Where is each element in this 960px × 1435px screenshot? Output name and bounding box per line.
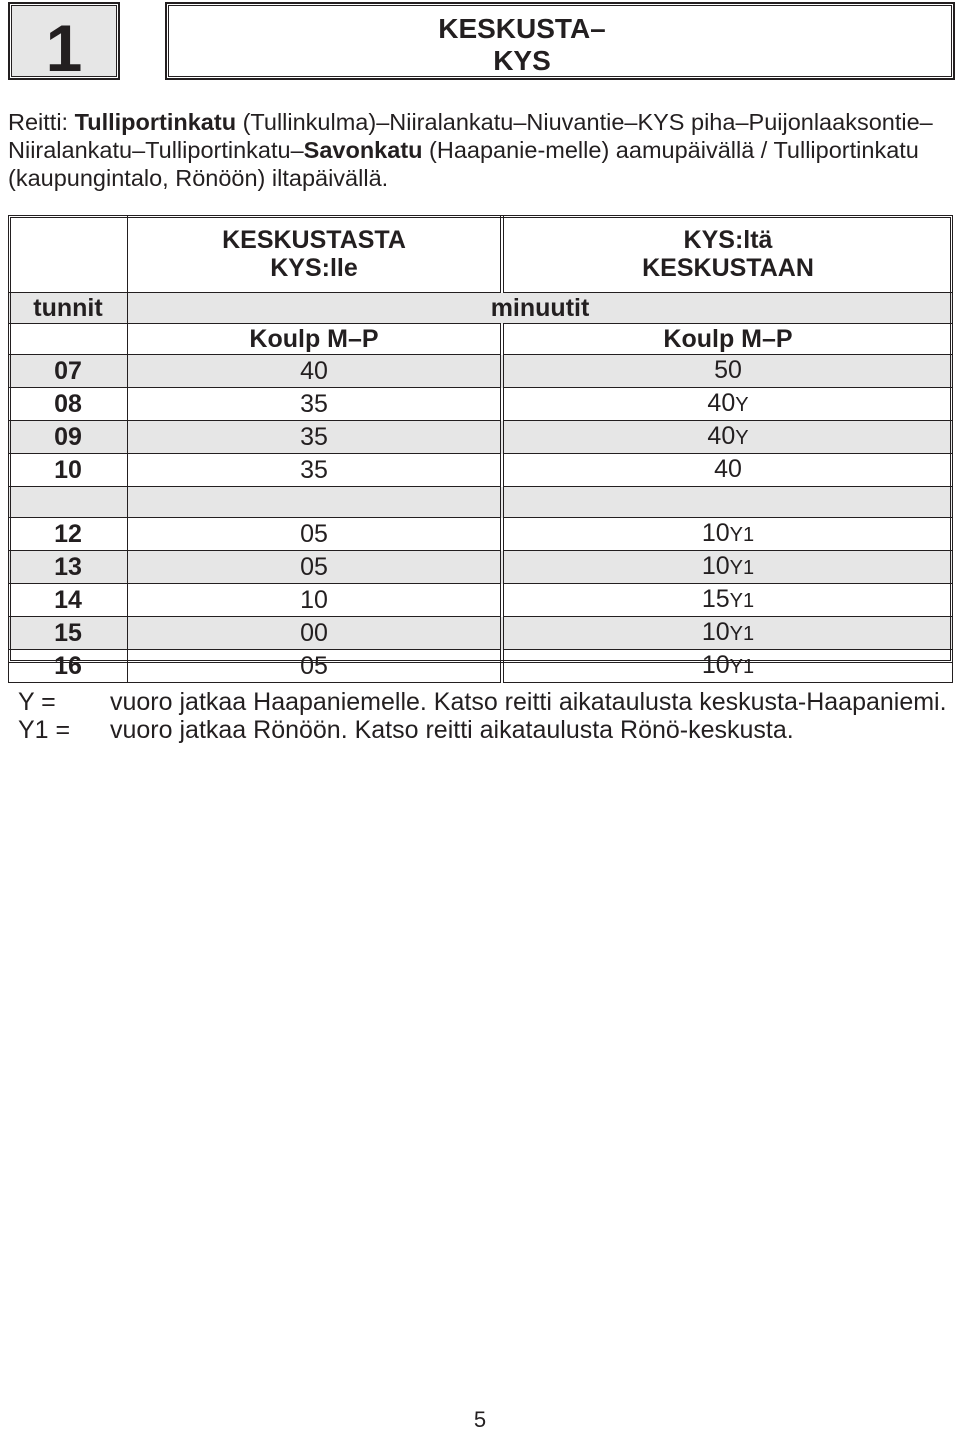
route-title — [372, 13, 672, 77]
route-number: 1 — [45, 11, 83, 85]
timetable-row — [9, 421, 953, 454]
timetable — [8, 215, 953, 683]
minutes-to-kys-cell: 05 — [128, 551, 503, 584]
minute-value: 10 — [701, 552, 730, 580]
minutes-to-kys-cell: 40 — [128, 355, 503, 388]
minute-value: 40 — [714, 455, 742, 483]
hour-cell: 16 — [9, 650, 128, 683]
days-row — [9, 324, 953, 355]
hour-cell: 10 — [9, 454, 128, 487]
direction-2-days: Koulp M–P — [502, 324, 953, 355]
footnote-marker: Y1 — [729, 524, 755, 546]
minute-value: 15 — [701, 585, 730, 613]
footnote-key: Y = — [18, 688, 56, 716]
minutes-to-kys-cell: 05 — [128, 650, 503, 683]
title-line-2: KYS — [493, 45, 551, 76]
route-text: (Tullinkulma)–Niiralankatu–Niuvantie–KYS piha–Puijonlaaksontie–Niiralankatu–Tulliportinkatu– — [8, 109, 933, 163]
timetable-row — [9, 617, 953, 650]
hour-cell: 15 — [9, 617, 128, 650]
route-description — [8, 108, 958, 192]
direction-2-header — [502, 216, 953, 293]
hours-label: tunnit — [9, 293, 128, 324]
minutes-to-center-cell — [502, 617, 953, 650]
minutes-to-center-cell — [502, 487, 953, 518]
minutes-to-center-cell — [502, 388, 953, 421]
units-row — [9, 293, 953, 324]
minutes-to-kys-cell: 10 — [128, 584, 503, 617]
hour-cell: 12 — [9, 518, 128, 551]
minutes-to-center-cell — [502, 518, 953, 551]
direction-2-line-2: KESKUSTAAN — [642, 254, 814, 282]
timetable-row — [9, 454, 953, 487]
footnote — [18, 716, 958, 744]
footnote-marker: Y1 — [729, 557, 755, 579]
minutes-label: minuutit — [128, 293, 953, 324]
timetable-row — [9, 518, 953, 551]
blank-header-cell — [9, 216, 128, 293]
blank-days-cell — [9, 324, 128, 355]
footnote-text: vuoro jatkaa Haapaniemelle. Katso reitti aikataulusta keskusta-Haapaniemi. — [110, 688, 947, 716]
footnote-marker: Y1 — [729, 623, 755, 645]
timetable-row — [9, 650, 953, 683]
direction-2-line-1: KYS:ltä — [683, 226, 773, 254]
direction-1-header — [128, 216, 503, 293]
hour-cell: 08 — [9, 388, 128, 421]
minutes-to-kys-cell: 00 — [128, 617, 503, 650]
footnote-text: vuoro jatkaa Rönöön. Katso reitti aikataulusta Rönö-keskusta. — [110, 716, 794, 744]
footnote-marker: Y1 — [729, 590, 755, 612]
hour-cell: 14 — [9, 584, 128, 617]
footnote-marker: Y — [735, 427, 749, 449]
minutes-to-kys-cell — [128, 487, 503, 518]
minute-value: 10 — [701, 651, 730, 679]
minute-value: 10 — [701, 519, 730, 547]
minute-value: 50 — [714, 356, 742, 384]
minutes-to-center-cell — [502, 421, 953, 454]
direction-header-row — [9, 216, 953, 293]
direction-1-line-1: KESKUSTASTA — [222, 226, 406, 254]
timetable-row — [9, 551, 953, 584]
footnote-key: Y1 = — [18, 716, 71, 744]
route-street-bold: Tulliportinkatu — [74, 109, 237, 135]
minutes-to-center-cell — [502, 650, 953, 683]
direction-1-line-2: KYS:lle — [270, 254, 358, 282]
route-number-box — [8, 2, 120, 85]
hour-cell: 07 — [9, 355, 128, 388]
hour-cell — [9, 487, 128, 518]
minute-value: 40 — [707, 422, 736, 450]
hour-cell: 09 — [9, 421, 128, 454]
hour-cell: 13 — [9, 551, 128, 584]
page-number: 5 — [473, 1407, 487, 1432]
route-street-bold: Savonkatu — [303, 137, 423, 163]
minute-value: 10 — [701, 618, 730, 646]
minutes-to-kys-cell: 35 — [128, 454, 503, 487]
minutes-to-center-cell — [502, 355, 953, 388]
minutes-to-kys-cell: 35 — [128, 421, 503, 454]
minute-value: 40 — [707, 389, 736, 417]
timetable-row — [9, 487, 953, 518]
route-text: Reitti: — [8, 109, 75, 135]
minutes-to-kys-cell: 35 — [128, 388, 503, 421]
route-text: (Haapanie-melle) aamupäivällä / Tulliportinkatu (kaupungintalo, Rönöön) iltapäivällä. — [8, 137, 919, 191]
minutes-to-center-cell — [502, 584, 953, 617]
footnote-marker: Y — [735, 394, 749, 416]
direction-1-days: Koulp M–P — [128, 324, 503, 355]
minutes-to-kys-cell: 05 — [128, 518, 503, 551]
minutes-to-center-cell — [502, 551, 953, 584]
timetable-row — [9, 388, 953, 421]
title-line-1: KESKUSTA– — [438, 13, 606, 44]
footnotes — [18, 688, 958, 744]
footnote-marker: Y1 — [729, 656, 755, 678]
timetable-row — [9, 355, 953, 388]
timetable-row — [9, 584, 953, 617]
footnote — [18, 688, 958, 716]
minutes-to-center-cell — [502, 454, 953, 487]
